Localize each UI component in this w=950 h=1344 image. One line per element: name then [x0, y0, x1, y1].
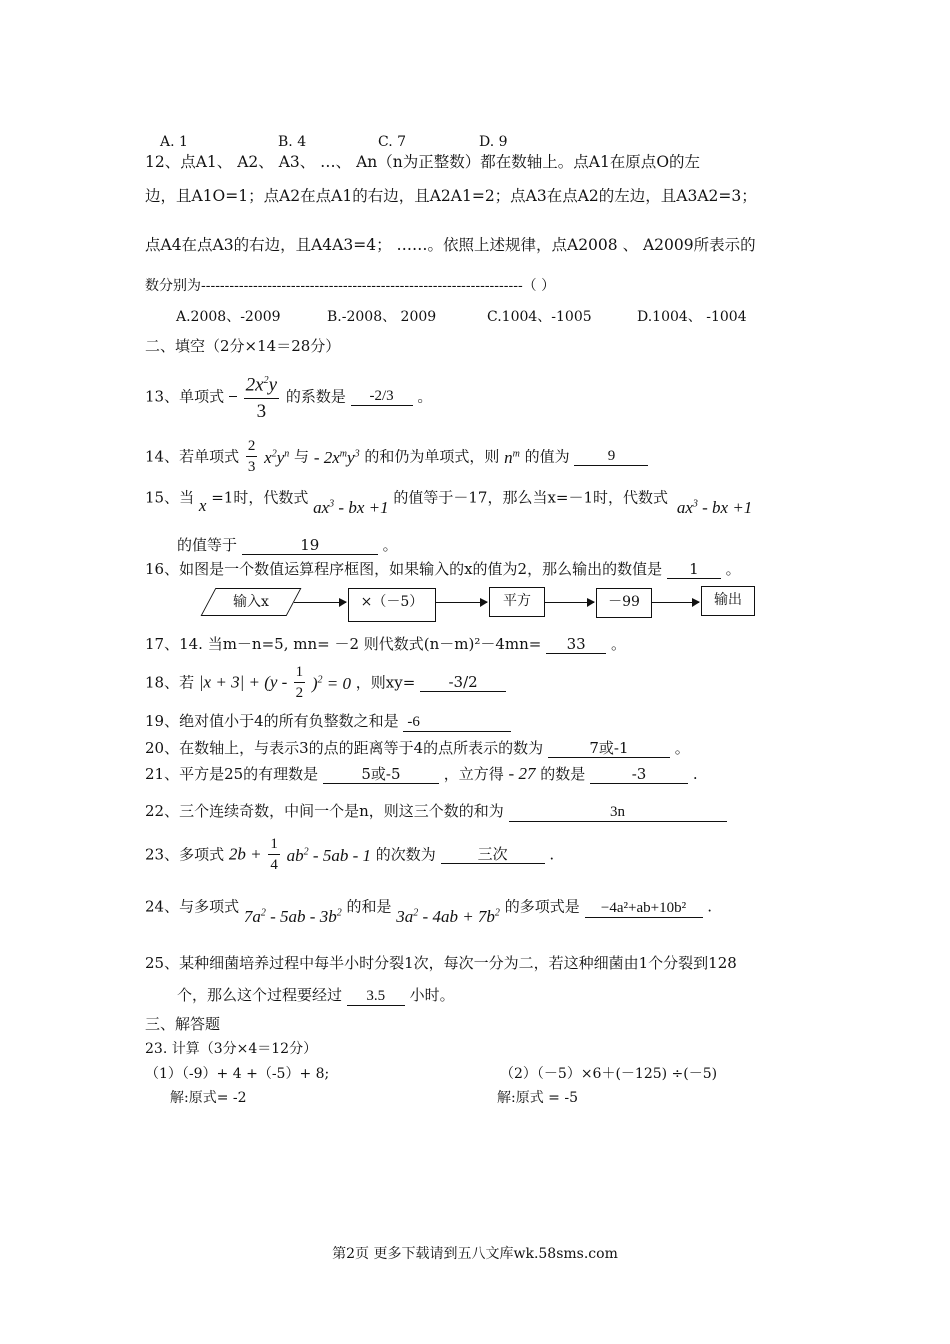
q15-line2: [177, 535, 398, 555]
q17-answer: 33: [546, 635, 606, 654]
q22-answer: 3n: [509, 803, 727, 822]
q25-answer: 3.5: [347, 987, 405, 1006]
q16-end: 。: [725, 560, 741, 578]
q14-suffix: 的值为: [524, 447, 570, 466]
q23-end: .: [549, 845, 555, 864]
q23-poly-b: $ab^2 - 5ab - 1$: [286, 846, 371, 866]
q20-question: 20、在数轴上，与表示3的点的距离等于4的点所表示的数为: [145, 739, 544, 757]
q18-fraction: $\frac{1}{2}$: [295, 664, 304, 701]
q11-option-a: A. 1: [160, 134, 188, 150]
q12-line2: 边，且A1O=1；点A2在点A1的右边，且A2A1=2；点A3在点A2的左边，且A3A2=3；: [145, 187, 757, 205]
calc-solution-1: 解:原式= -2: [170, 1090, 247, 1106]
q18-answer: -3/2: [420, 673, 506, 692]
q21-question: 21、平方是25的有理数是: [145, 765, 319, 783]
q13: [145, 368, 432, 428]
q20-end: 。: [674, 739, 690, 757]
q19-question: 19、绝对值小于4的所有负整数之和是: [145, 712, 399, 730]
q13-monomial: $\frac{2x^2y}{3}$: [244, 368, 279, 425]
q24-prefix: 24、与多项式: [145, 897, 240, 916]
flow-input-box: [208, 588, 294, 616]
section2-heading: 二、填空（2分×14＝28分）: [145, 337, 341, 355]
q16-question: 16、如图是一个数值运算程序框图，如果输入的x的值为2，那么输出的数值是: [145, 560, 663, 578]
q12-option-d: D.1004、 -1004: [637, 309, 747, 325]
q14-nm: $n^m$: [504, 448, 520, 468]
q24-answer: −4a²+ab+10b²: [585, 899, 703, 918]
flow-square-label: 平方: [503, 593, 531, 609]
q17: [145, 634, 626, 654]
flow-arrow-1: [294, 602, 346, 603]
q18-expr-end: )$^2$ = 0: [311, 674, 352, 694]
q14-mid: 与: [294, 447, 310, 466]
flow-output-box: [701, 586, 755, 616]
q14-answer: 9: [574, 447, 648, 466]
q24-poly2: $3a^2 - 4ab + 7b^2$: [396, 906, 500, 926]
q16-text: [145, 559, 741, 579]
q24: [145, 893, 712, 927]
q15-expr2: $ax^3$ - bx +1: [676, 497, 753, 517]
q19: [145, 711, 511, 732]
q22-question: 22、三个连续奇数，中间一个是n，则这三个数的和为: [145, 802, 504, 820]
q21-neg27: - 27: [508, 764, 536, 783]
q12-option-a: A.2008、-2009: [176, 309, 281, 325]
q23-prefix: 23、多项式: [145, 845, 225, 864]
q14-fraction: $\frac{2}{3}$: [247, 438, 256, 475]
q23-answer: 三次: [441, 845, 545, 864]
flow-square-box: [489, 587, 545, 617]
q14: [145, 436, 648, 480]
q15-value-label: 的值等于: [177, 536, 238, 554]
flow-multiply-label: ×（－5）: [360, 594, 424, 610]
q13-prefix: 13、单项式: [145, 387, 225, 406]
flow-input-label: 输入x: [233, 594, 269, 610]
q21-end: .: [692, 765, 698, 783]
q12-option-b: B.-2008、 2009: [327, 309, 437, 325]
q21-mid: ，立方得: [443, 765, 504, 783]
q21-mid2: 的数是: [540, 765, 586, 783]
q11-option-b: B. 4: [278, 134, 307, 150]
q12-option-c: C.1004、-1005: [487, 309, 592, 325]
q22: [145, 801, 727, 822]
q20: [145, 738, 690, 758]
q25-line1: 25、某种细菌培养过程中每半小时分裂1次，每次一分为二，若这种细菌由1个分裂到128: [145, 954, 737, 972]
q21: [145, 764, 698, 784]
page-footer: 第2页 更多下载请到五八文库wk.58sms.com: [332, 1246, 618, 1262]
flow-arrow-4: [651, 602, 699, 603]
q20-answer: 7或-1: [548, 739, 670, 758]
q25-end: 小时。: [409, 986, 455, 1004]
q23-poly-a: 2b +: [228, 844, 262, 864]
q15-line1: [145, 484, 752, 524]
q18-suffix: ，则xy=: [355, 673, 416, 692]
calc-problem-1: （1）（-9）+ 4 +（-5）+ 8;: [145, 1066, 330, 1082]
q23: [145, 834, 554, 878]
flow-minus-box: [596, 588, 652, 618]
q12-line1: 12、点A1、 A2、 A3、 …、 An（n为正整数）都在数轴上。点A1在原点O的左: [145, 153, 701, 171]
q13-suffix: 的系数是: [285, 387, 346, 406]
q17-end: 。: [610, 635, 626, 653]
q12-line3: 点A4在点A3的右边，且A4A3=4； ……。依照上述规律，点A2008 、 A2009所表示的: [145, 236, 756, 254]
q25-question: 个，那么这个过程要经过: [177, 986, 343, 1004]
q17-question: 17、14. 当m－n=5, mn= －2 则代数式(n－m)²－4mn=: [145, 635, 542, 653]
q14-prefix: 14、若单项式: [145, 447, 240, 466]
flow-output-label: 输出: [714, 592, 742, 608]
flow-minus-label: －99: [608, 594, 640, 610]
flow-arrow-3: [544, 602, 594, 603]
q14-term2: - $2x^my^3$: [313, 448, 360, 468]
q14-mid2: 的和仍为单项式，则: [364, 447, 500, 466]
q13-end: 。: [417, 387, 433, 406]
q19-answer: -6: [403, 713, 511, 732]
q15-cond: =1时，代数式: [211, 488, 309, 507]
q23-suffix: 的次数为: [375, 845, 436, 864]
q24-mid: 的和是: [346, 897, 392, 916]
q15-x: x: [198, 495, 207, 515]
q23-fraction: $\frac{1}{4}$: [270, 836, 278, 873]
q18-expr: |x + 3| + (y -: [198, 672, 292, 692]
section3-heading: 三、解答题: [145, 1015, 221, 1033]
calc-problem-2: （2）（－5）×6＋(－125) ÷(－5): [500, 1066, 718, 1082]
q15-answer: 19: [242, 536, 378, 555]
calc-solution-2: 解:原式 = -5: [497, 1090, 578, 1106]
q25-line2: [177, 985, 455, 1006]
q21-answer1: 5或-5: [323, 765, 439, 784]
q16-answer: 1: [667, 560, 721, 579]
q11-option-d: D. 9: [479, 134, 508, 150]
q12-line4: 数分别为--------------------------------------------------------------------（ ）: [145, 278, 556, 294]
q18: [145, 662, 506, 706]
q14-term1: $x^2y^n$: [264, 448, 290, 468]
q15-mid: 的值等于－17，那么当x=－1时，代数式: [393, 488, 669, 507]
q15-prefix: 15、当: [145, 488, 195, 507]
q24-poly1: $7a^2 - 5ab - 3b^2$: [243, 906, 342, 926]
flow-arrow-2: [435, 602, 487, 603]
q24-end: .: [707, 897, 713, 916]
calc-title: 23. 计算（3分×4＝12分）: [145, 1041, 318, 1057]
q15-end: 。: [382, 536, 398, 554]
q18-prefix: 18、若: [145, 673, 195, 692]
q24-suffix: 的多项式是: [504, 897, 580, 916]
flow-multiply-box: [348, 588, 436, 622]
q13-answer: -2/3: [351, 387, 413, 406]
q21-answer2: -3: [590, 765, 688, 784]
q13-minus-sign: [229, 396, 237, 397]
q11-option-c: C. 7: [378, 134, 407, 150]
q15-expr1: $ax^3$ - bx +1: [313, 497, 389, 517]
